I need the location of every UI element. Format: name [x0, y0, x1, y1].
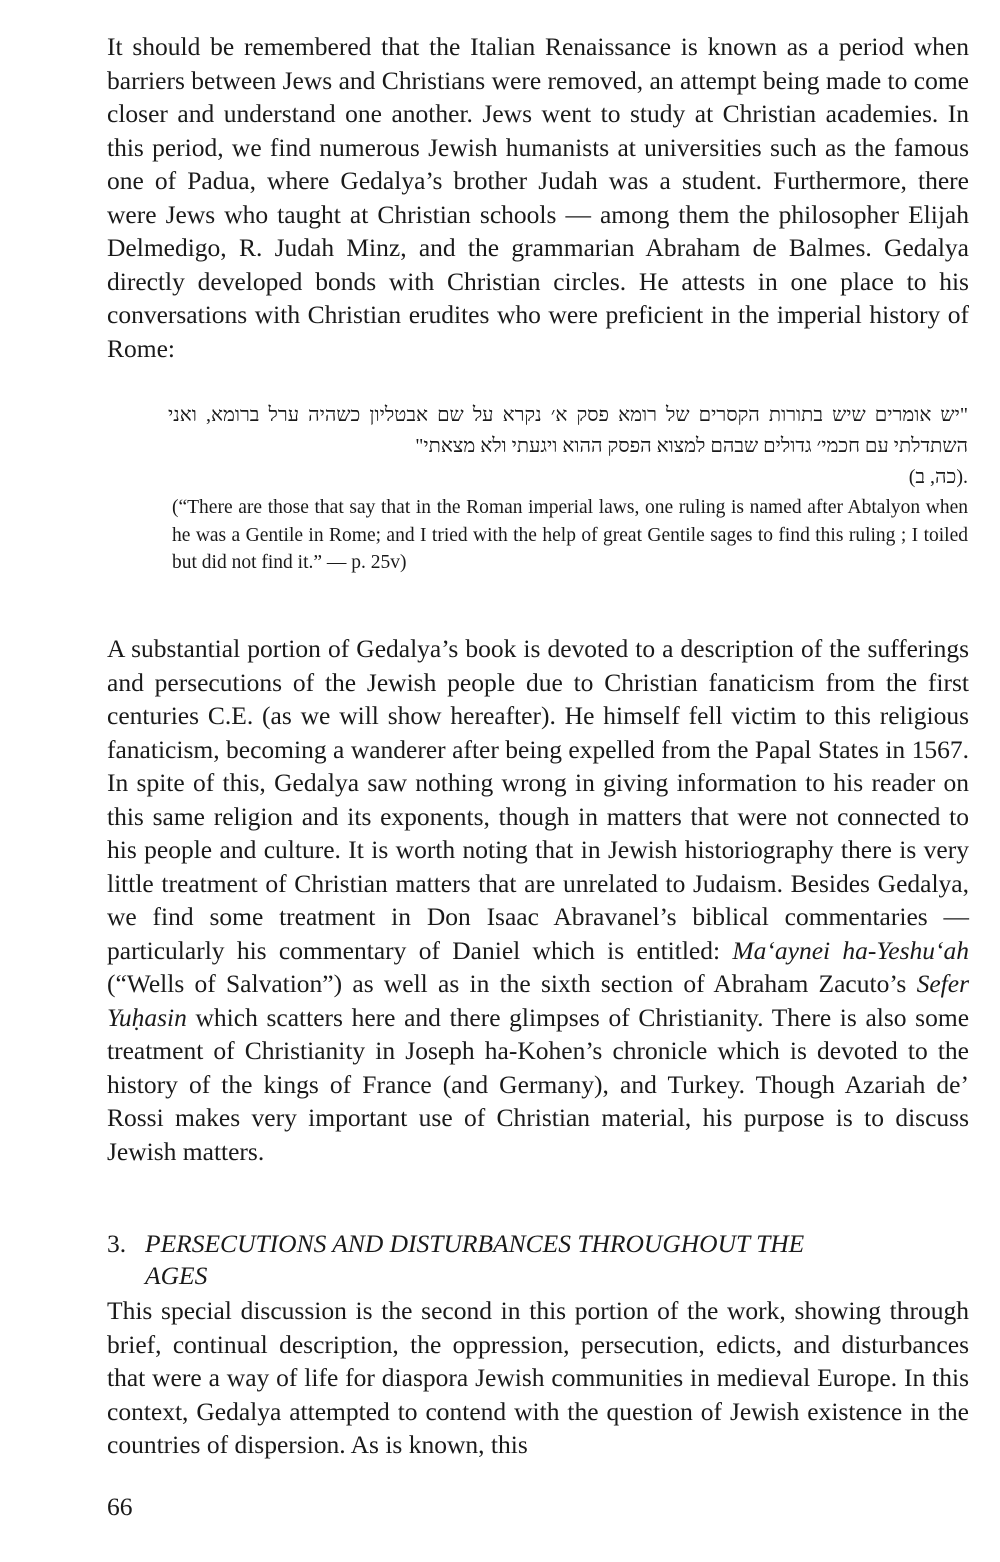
paragraph-text-part-2: (“Wells of Salvation”) as well as in the sixth section of Abraham Zacuto’s: [107, 969, 907, 998]
book-title-mayanei: Ma‘aynei ha-Yeshu‘ah: [732, 935, 969, 965]
section-number: 3.: [107, 1229, 127, 1258]
paragraph-text-part-3: which scatters here and there glimpses of Christianity. There is also some treatment of Christianity in Joseph ha-Kohen’s chronicle which is devoted to the history of the kings of France (and Germany), and Turkey. Though Azariah de’ Rossi makes very important use of Christian material, his purpose is to discuss Jewish matters.: [107, 1002, 970, 1166]
book-title-yuhasin: Sefer Yuḥasin: [107, 969, 969, 1032]
hebrew-quote-text: "יש אומרים שיש בתורות הקסרים של רומא פסק א׳ נקרא על שם אבטליון כשהיה ערל ברומא, ואני השתדלתי עם חכמי׳ גדולים שבהם למצוא הפסק ההוא ויגעתי ולא מצאתי": [168, 404, 968, 457]
paragraph-renaissance: It should be remembered that the Italian Renaissance is known as a period when barriers between Jews and Christians were removed, an attempt being made to come closer and understand one another. Jews went to study at Christian academies. In this period, we find numerous Jewish humanists at universities such as the famous one of Padua, where Gedalya’s brother Judah was a student. Furthermore, there were Jews who taught at Christian schools — among them the philosopher Elijah Delmedigo, R. Judah Minz, and the grammarian Abraham de Balmes. Gedalya directly developed bonds with Christian circles. He attests in one place to his conversations with Christian erudites who were preficient in the imperial history of Rome:: [107, 32, 969, 363]
section-title-line-1: PERSECUTIONS AND DISTURBANCES THROUGHOUT THE: [145, 1229, 805, 1258]
section-title-line-2: AGES: [145, 1261, 208, 1290]
paragraph-persecutions: This special discussion is the second in this portion of the work, showing through brief, continual description, the oppression, persecution, edicts, and disturbances that were a way of life for diaspora Jewish communities in medieval Europe. In this context, Gedalya attempted to contend with the question of Jewish existence in the countries of dispersion. As is known, this: [107, 1296, 969, 1459]
quote-translation: (“There are those that say that in the Roman imperial laws, one ruling is named after Abtalyon when he was a Gentile in Rome; and I tried with the help of great Gentile sages to find this ruling ; I toiled but did not find it.” — p. 25v): [172, 497, 968, 573]
hebrew-quotation: [168, 400, 968, 493]
page-number: 66: [107, 1492, 133, 1521]
hebrew-quote-citation: .(כה, ב): [908, 466, 968, 488]
paragraph-text-part-1: A substantial portion of Gedalya’s book is devoted to a description of the sufferings and persecutions of the Jewish people due to Christian fanaticism from the first centuries C.E. (as we will show hereafter). He himself fell victim to this religious fanaticism, becoming a wanderer after being expelled from the Papal States in 1567. In spite of this, Gedalya saw nothing wrong in giving information to his reader on this same religion and its exponents, though in matters that were not connected to his people and culture. It is worth noting that in Jewish historiography there is very little treatment of Christian matters that are unrelated to Judaism. Besides Gedalya, we find some treatment in Don Isaac Abravanel’s biblical commentaries — particularly his commentary of Daniel which is entitled:: [107, 634, 969, 965]
paragraph-christian-fanaticism: [107, 632, 969, 1168]
section-heading: [107, 1228, 969, 1292]
